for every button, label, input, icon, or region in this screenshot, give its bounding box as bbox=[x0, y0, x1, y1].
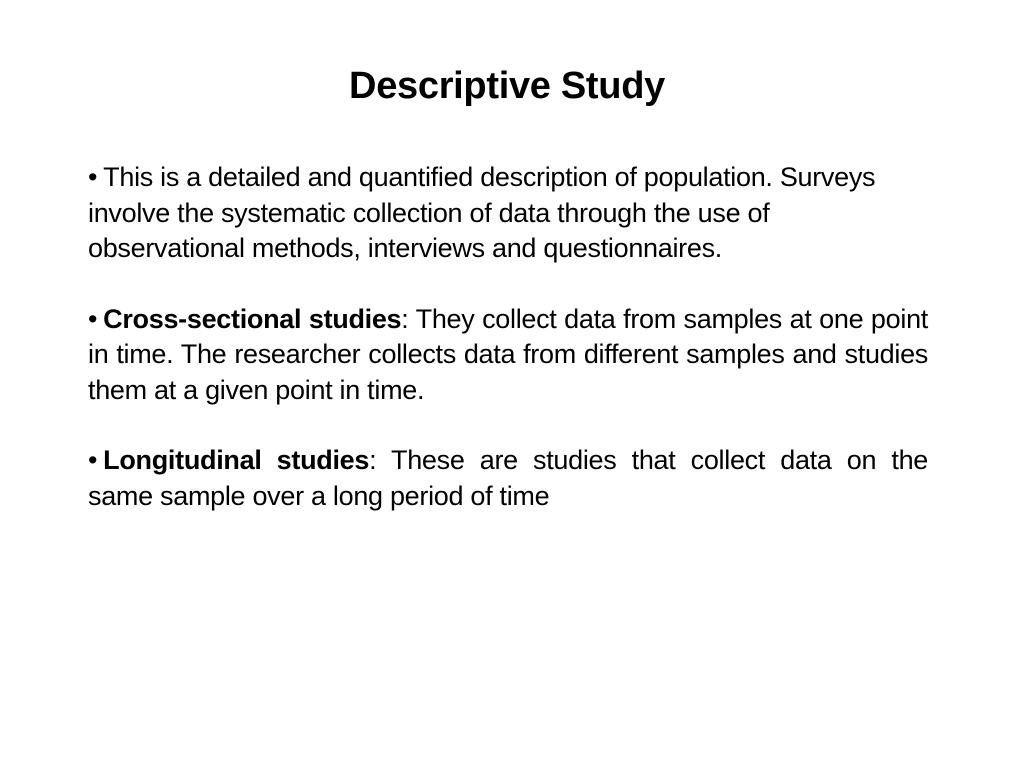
bullet-text: They collect data from samples at one point in time. The researcher collects data from different samples and studies them at a given point in time. bbox=[88, 303, 928, 405]
bullet-item-longitudinal bbox=[88, 443, 928, 514]
bullet-term: Cross-sectional studies bbox=[103, 303, 402, 334]
bullet-item-cross-sectional bbox=[88, 302, 928, 409]
bullet-icon: • bbox=[88, 303, 98, 334]
slide-title: Descriptive Study bbox=[349, 65, 665, 107]
bullet-term: Longitudinal studies bbox=[103, 445, 370, 475]
bullet-item-description bbox=[88, 160, 928, 267]
bullet-separator: : bbox=[401, 303, 409, 334]
bullet-text: These are studies that collect data on the same sample over a long period of time bbox=[88, 445, 928, 511]
bullet-text: This is a detailed and quantified description of population. Surveys involve the systematic collection of data through the use of observational methods, interviews and questionnaires. bbox=[88, 162, 876, 263]
bullet-icon: • bbox=[88, 445, 98, 475]
bullet-list bbox=[88, 160, 928, 549]
bullet-separator: : bbox=[369, 445, 377, 475]
bullet-icon: • bbox=[88, 162, 98, 192]
